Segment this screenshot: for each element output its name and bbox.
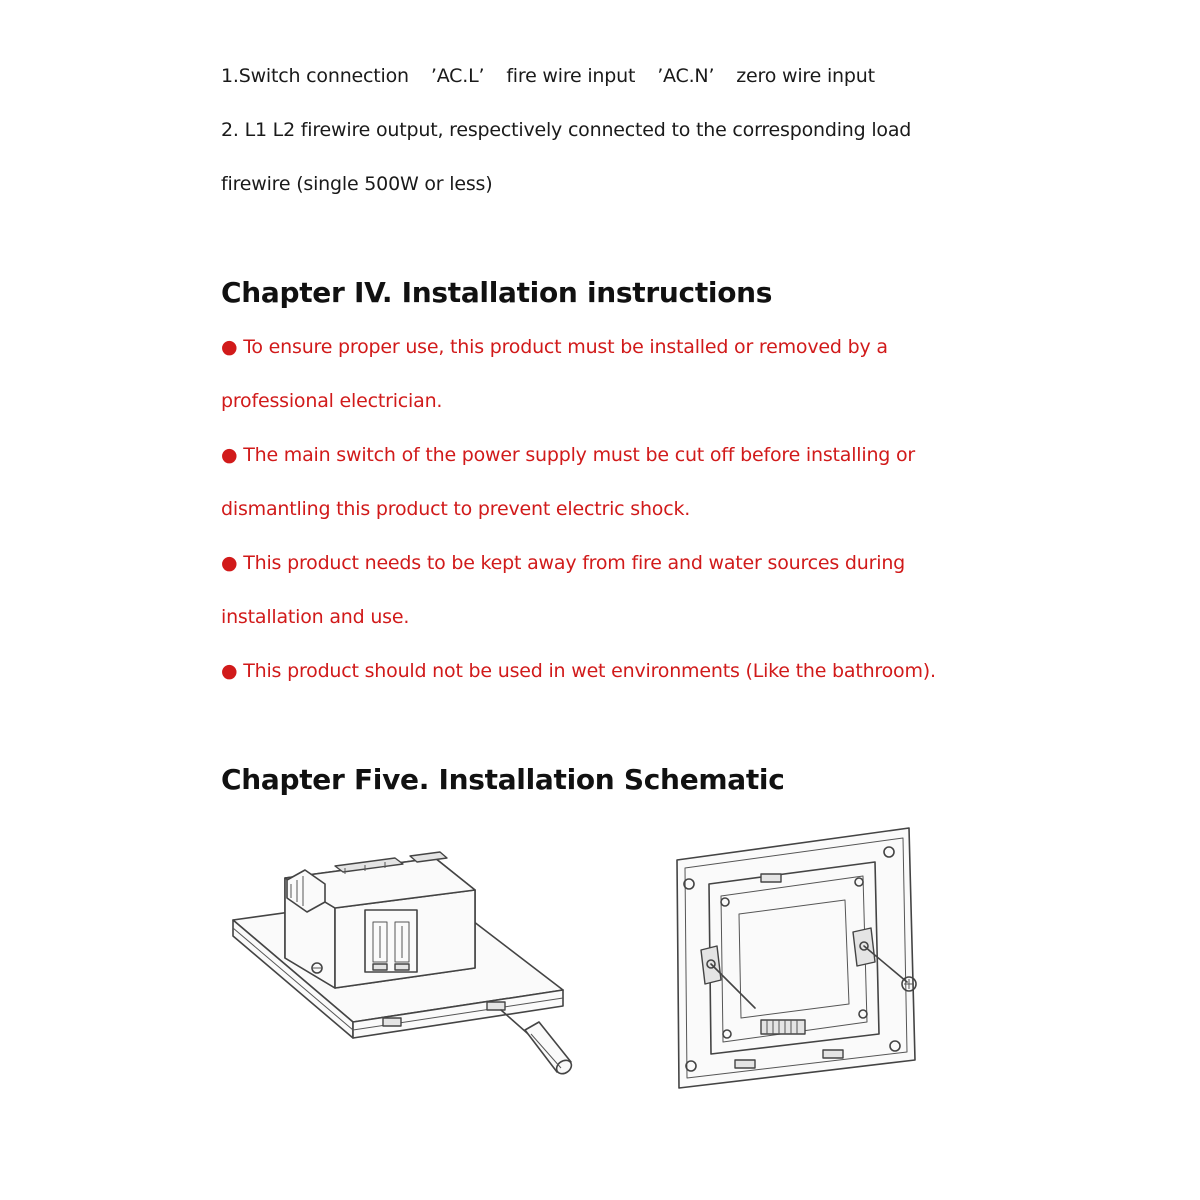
wiring-line-2: 2. L1 L2 firewire output, respectively connected to the corresponding load xyxy=(221,119,912,141)
warning-4-line-1: ● This product should not be used in wet environments (Like the bathroom). xyxy=(221,660,936,682)
wiring-acn-label: ’AC.N’ xyxy=(657,65,715,87)
warning-2-line-1: ● The main switch of the power supply must be cut off before installing or xyxy=(221,444,916,466)
chapter-5-title: Chapter Five. Installation Schematic xyxy=(221,763,785,796)
warning-2-line-2: dismantling this product to prevent electric shock. xyxy=(221,498,691,520)
wiring-zero-wire-input: zero wire input xyxy=(736,65,875,87)
wiring-fire-wire-input: fire wire input xyxy=(506,65,636,87)
switch-module-drawing xyxy=(225,840,585,1100)
warning-3-line-2: installation and use. xyxy=(221,606,410,628)
warning-1-line-2: professional electrician. xyxy=(221,390,443,412)
schematic-switch-module xyxy=(225,840,585,1100)
chapter-4-title: Chapter IV. Installation instructions xyxy=(221,276,773,309)
mounting-frame-drawing xyxy=(665,822,935,1094)
schematic-mounting-frame xyxy=(665,822,935,1094)
wiring-switch-connection: 1.Switch connection xyxy=(221,65,409,87)
warning-1-line-1: ● To ensure proper use, this product must be installed or removed by a xyxy=(221,336,888,358)
wiring-line-1 xyxy=(221,64,875,88)
wiring-line-3: firewire (single 500W or less) xyxy=(221,173,493,195)
wiring-acl-label: ’AC.L’ xyxy=(430,65,485,87)
warning-3-line-1: ● This product needs to be kept away from fire and water sources during xyxy=(221,552,906,574)
